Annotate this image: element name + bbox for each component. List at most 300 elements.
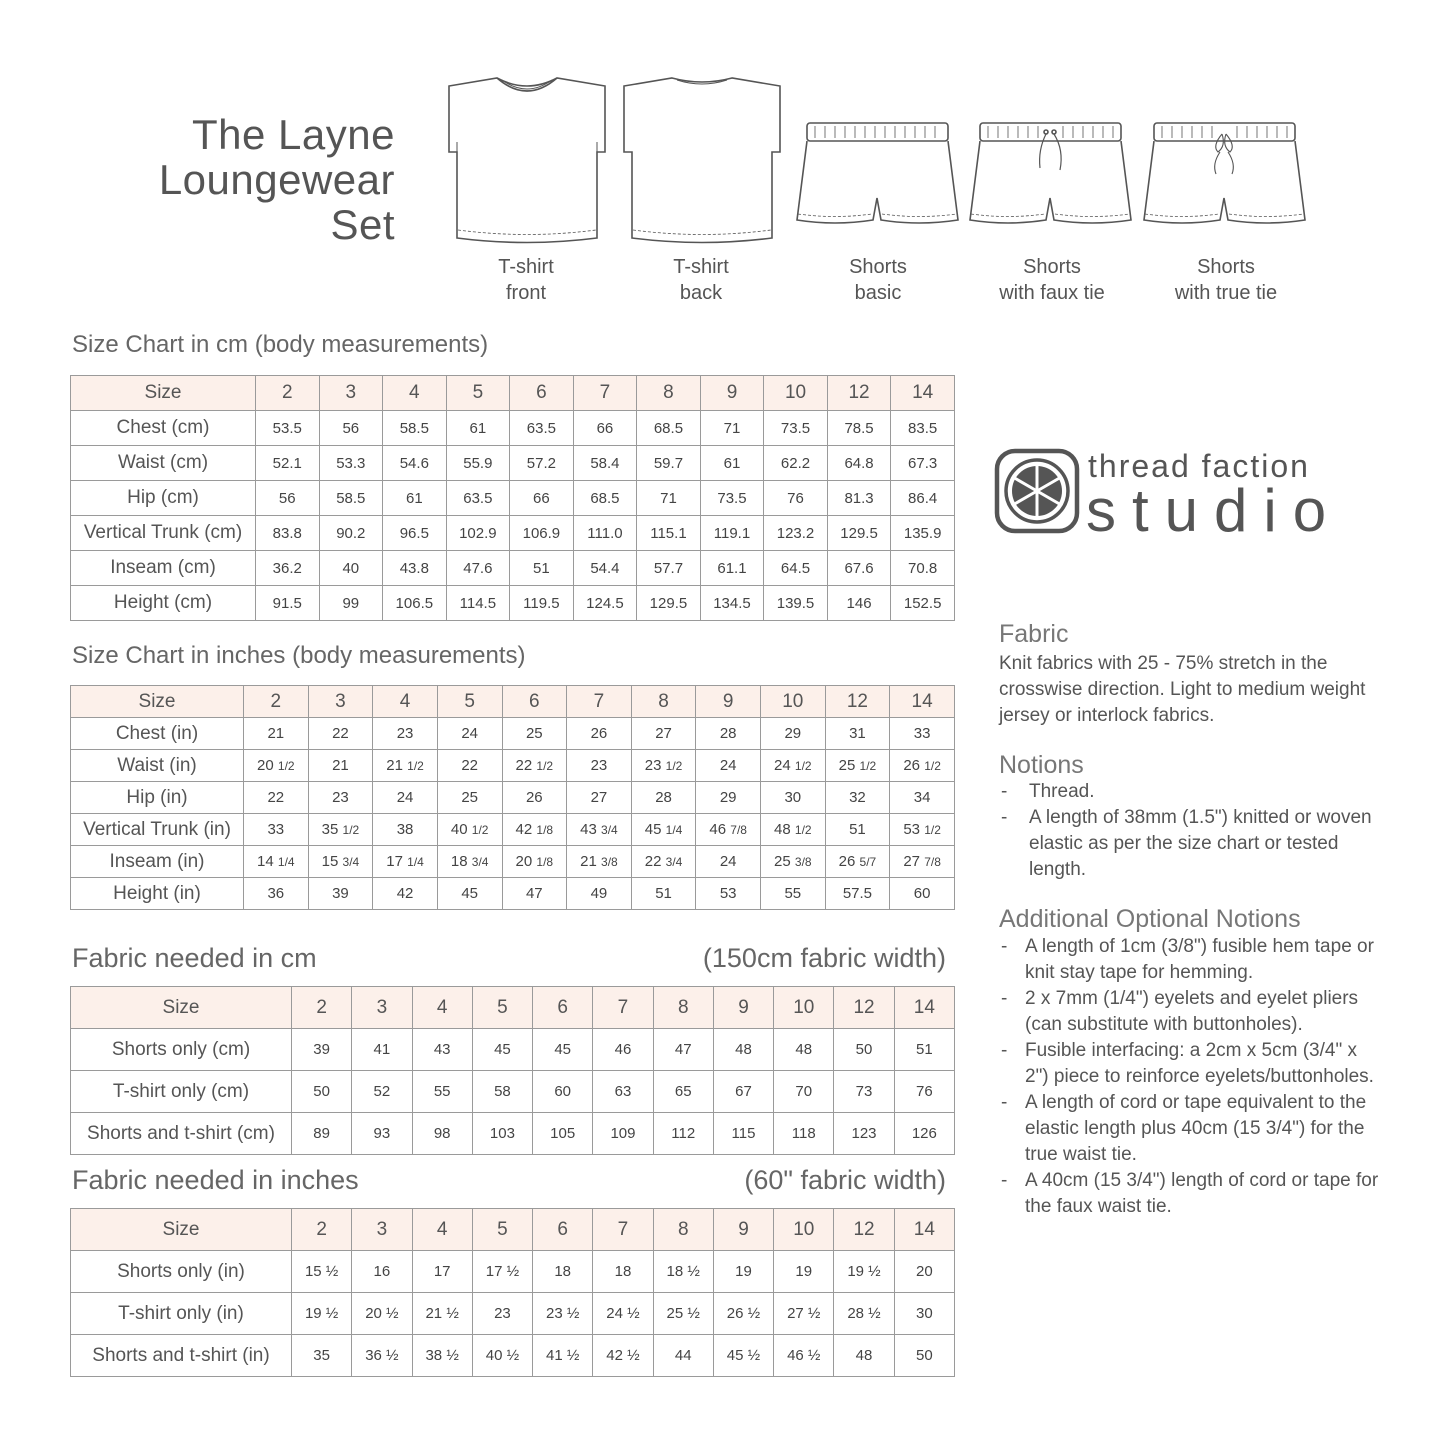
table-cell: 115 [713,1113,773,1155]
table-cell: 146 [827,586,891,621]
fraction-text: 7/8 [730,823,747,837]
table-cell: 73.5 [700,481,764,516]
table-cell: 20 ½ [352,1293,412,1335]
table-row [71,481,955,516]
table-cell: 124.5 [573,586,637,621]
table-row [71,1029,955,1071]
caption-tshirt-front [446,254,606,306]
table-cell: 26 5/7 [825,846,890,878]
table-cell: 68.5 [637,411,701,446]
table-cell: 24 [373,782,438,814]
table-cell: 55 [412,1071,472,1113]
table-cell: 134.5 [700,586,764,621]
row-label: Vertical Trunk (cm) [71,516,256,551]
table-cell: 103 [472,1113,532,1155]
table-cell: 41 ½ [533,1335,593,1377]
table-cell: 40 [319,551,383,586]
table-cell: 81.3 [827,481,891,516]
table-cell: 21 [244,718,309,750]
caption-line-1: Shorts [1197,256,1255,278]
fraction-text: 1/2 [342,823,360,837]
table-header-row [71,1209,955,1251]
table-cell: 64.8 [827,446,891,481]
table-cell: 48 1/2 [761,814,826,846]
table-cell: 47.6 [446,551,510,586]
table-cell: 38 [373,814,438,846]
table-row [71,1251,955,1293]
header-cell: 12 [834,987,894,1029]
table-cell: 42 1/8 [502,814,567,846]
table-cell: 119.5 [510,586,574,621]
fraction-text: 1/2 [407,759,424,773]
caption-line-2: back [679,282,723,304]
table-cell: 48 [713,1029,773,1071]
table-cell: 51 [825,814,890,846]
list-item: - Thread. [999,779,1379,805]
table-cell: 17 ½ [472,1251,532,1293]
table-cell: 41 [352,1029,412,1071]
table-cell: 51 [510,551,574,586]
table-cell: 47 [502,878,567,910]
table-cell: 70 [774,1071,834,1113]
table-cell: 45 1/4 [631,814,696,846]
table-cell: 71 [700,411,764,446]
table-cell: 70.8 [891,551,955,586]
table-cell: 50 [894,1335,954,1377]
table-cell: 32 [825,782,890,814]
table-cell: 50 [292,1071,352,1113]
fabric-in-table [70,1208,955,1377]
header-cell: 8 [631,686,696,718]
table-cell: 23 [567,750,632,782]
fabric-text: Knit fabrics with 25 - 75% stretch in the crosswise direction. Light to medium weight jersey or interlock fabrics. [999,653,1366,726]
caption-line-1: T-shirt [673,256,729,278]
table-cell: 20 1/2 [244,750,309,782]
table-cell: 35 [292,1335,352,1377]
table-cell: 60 [890,878,955,910]
table-cell: 47 [653,1029,713,1071]
header-cell: 7 [593,1209,653,1251]
table-cell: 27 7/8 [890,846,955,878]
header-cell: 5 [472,987,532,1029]
header-cell: 3 [352,987,412,1029]
table-cell: 58.5 [319,481,383,516]
table-cell: 45 [472,1029,532,1071]
table-cell: 28 ½ [834,1293,894,1335]
header-cell: 2 [256,376,320,411]
table-cell: 52 [352,1071,412,1113]
table-cell: 23 [472,1293,532,1335]
table-cell: 22 1/2 [502,750,567,782]
table-cell: 45 ½ [713,1335,773,1377]
table-cell: 49 [567,878,632,910]
table-cell: 45 [533,1029,593,1071]
table-cell: 106.9 [510,516,574,551]
table-cell: 16 [352,1251,412,1293]
table-cell: 57.2 [510,446,574,481]
optional-notions-heading: Additional Optional Notions [999,905,1301,933]
table-row [71,1071,955,1113]
table-cell: 15 ½ [292,1251,352,1293]
fraction-text: 5/7 [859,855,877,869]
table-cell: 129.5 [637,586,701,621]
table-row [71,782,955,814]
table-cell: 126 [894,1113,954,1155]
table-cell: 24 ½ [593,1293,653,1335]
table-cell: 90.2 [319,516,383,551]
brand-name-line-2: studio [1086,477,1343,544]
table-cell: 57.7 [637,551,701,586]
table-cell: 129.5 [827,516,891,551]
table-cell: 58 [472,1071,532,1113]
table-cell: 18 ½ [653,1251,713,1293]
table-cell: 118 [774,1113,834,1155]
fraction-text: 1/2 [794,759,812,773]
list-item: - A length of cord or tape equivalent to the elastic length plus 40cm (15 3/4") for the true waist tie. [999,1090,1379,1168]
table-cell: 23 [308,782,373,814]
fraction-text: 1/2 [471,823,489,837]
table-cell: 111.0 [573,516,637,551]
table-cell: 99 [319,586,383,621]
table-row [71,446,955,481]
table-cell: 23 1/2 [631,750,696,782]
table-cell: 61.1 [700,551,764,586]
notions-list [999,779,1379,883]
header-cell: 6 [510,376,574,411]
header-cell: 2 [292,987,352,1029]
table-cell: 102.9 [446,516,510,551]
table-cell: 26 [502,782,567,814]
caption-shorts-true-tie [1146,254,1306,306]
header-cell: 8 [653,987,713,1029]
table-cell: 93 [352,1113,412,1155]
table-cell: 59.7 [637,446,701,481]
fabric-heading: Fabric [999,620,1069,648]
table-row [71,516,955,551]
table-cell: 27 [631,718,696,750]
table-cell: 36.2 [256,551,320,586]
notions-heading: Notions [999,751,1084,779]
table-cell: 61 [446,411,510,446]
header-cell: Size [71,686,244,718]
table-cell: 34 [890,782,955,814]
header-cell: 8 [637,376,701,411]
table-cell: 28 [631,782,696,814]
row-label: Shorts and t-shirt (in) [71,1335,292,1377]
table-cell: 25 ½ [653,1293,713,1335]
shorts-faux-tie-icon [968,120,1133,235]
table-cell: 66 [510,481,574,516]
table-cell: 67.3 [891,446,955,481]
row-label: Shorts only (cm) [71,1029,292,1071]
table-cell: 39 [292,1029,352,1071]
fraction-text: 3/4 [665,855,683,869]
table-cell: 25 [502,718,567,750]
header-cell: 7 [593,987,653,1029]
row-label: Inseam (cm) [71,551,256,586]
table-row [71,411,955,446]
table-cell: 51 [631,878,696,910]
table-cell: 67.6 [827,551,891,586]
table-cell: 35 1/2 [308,814,373,846]
table-cell: 26 [567,718,632,750]
table-cell: 24 [437,718,502,750]
header-cell: 5 [446,376,510,411]
header-cell: 9 [713,987,773,1029]
table-cell: 40 ½ [472,1335,532,1377]
header-cell: 12 [834,1209,894,1251]
table-cell: 91.5 [256,586,320,621]
table-cell: 17 1/4 [373,846,438,878]
fraction-text: 1/4 [407,855,424,869]
table-cell: 40 1/2 [437,814,502,846]
pattern-title [159,112,395,247]
table-cell: 56 [319,411,383,446]
table-cell: 30 [761,782,826,814]
table-cell: 65 [653,1071,713,1113]
caption-shorts-faux-tie [972,254,1132,306]
row-label: T-shirt only (cm) [71,1071,292,1113]
table-cell: 98 [412,1113,472,1155]
caption-shorts-basic [798,254,958,306]
header-cell: 10 [774,1209,834,1251]
table-cell: 48 [834,1335,894,1377]
header-cell: 9 [700,376,764,411]
table-cell: 58.4 [573,446,637,481]
table-row [71,750,955,782]
table-cell: 18 [593,1251,653,1293]
fabric-cm-title: Fabric needed in cm [72,943,317,973]
table-cell: 21 ½ [412,1293,472,1335]
table-cell: 29 [696,782,761,814]
table-cell: 31 [825,718,890,750]
table-cell: 19 [774,1251,834,1293]
table-header-row [71,987,955,1029]
table-row [71,846,955,878]
table-cell: 46 ½ [774,1335,834,1377]
row-label: Height (cm) [71,586,256,621]
row-label: Waist (cm) [71,446,256,481]
table-cell: 139.5 [764,586,828,621]
table-cell: 22 [308,718,373,750]
header-cell: 4 [412,1209,472,1251]
table-cell: 44 [653,1335,713,1377]
table-cell: 33 [244,814,309,846]
tshirt-front-icon [445,72,610,247]
table-row [71,878,955,910]
table-cell: 86.4 [891,481,955,516]
header-cell: Size [71,1209,292,1251]
header-cell: 4 [383,376,447,411]
row-label: Chest (in) [71,718,244,750]
table-cell: 63.5 [510,411,574,446]
table-cell: 17 [412,1251,472,1293]
row-label: Waist (in) [71,750,244,782]
header-cell: 7 [567,686,632,718]
caption-line-2: with true tie [1174,282,1278,304]
fraction-text: 1/8 [536,823,554,837]
fraction-text: 1/2 [924,759,941,773]
header-cell: 10 [761,686,826,718]
caption-line-1: Shorts [849,256,907,278]
header-cell: 2 [244,686,309,718]
row-label: Shorts only (in) [71,1251,292,1293]
table-cell: 115.1 [637,516,701,551]
list-item: - A length of 38mm (1.5") knitted or woven elastic as per the size chart or tested length. [999,805,1379,883]
table-cell: 53 [696,878,761,910]
header-cell: 3 [308,686,373,718]
title-line-2: Loungewear [158,156,395,203]
table-cell: 54.6 [383,446,447,481]
table-cell: 25 1/2 [825,750,890,782]
header-cell: 6 [502,686,567,718]
fraction-text: 7/8 [924,855,941,869]
table-header-row [71,376,955,411]
table-cell: 55.9 [446,446,510,481]
table-cell: 27 [567,782,632,814]
table-cell: 58.5 [383,411,447,446]
table-cell: 123 [834,1113,894,1155]
header-cell: 8 [653,1209,713,1251]
table-cell: 76 [764,481,828,516]
fraction-text: 1/2 [665,759,683,773]
table-cell: 25 [437,782,502,814]
table-cell: 46 [593,1029,653,1071]
fabric-in-title: Fabric needed in inches [72,1165,359,1195]
table-cell: 20 [894,1251,954,1293]
fraction-text: 1/8 [536,855,554,869]
table-cell: 53.5 [256,411,320,446]
table-cell: 61 [383,481,447,516]
table-cell: 24 [696,846,761,878]
row-label: T-shirt only (in) [71,1293,292,1335]
table-cell: 45 [437,878,502,910]
fabric-cm-width-note: (150cm fabric width) [702,943,946,973]
size-chart-cm-table [70,375,955,621]
fraction-text: 1/2 [277,759,295,773]
table-cell: 73.5 [764,411,828,446]
table-cell: 53 1/2 [890,814,955,846]
table-cell: 22 [437,750,502,782]
table-cell: 43 [412,1029,472,1071]
row-label: Hip (in) [71,782,244,814]
title-line-3: Set [330,201,395,248]
header-cell: 6 [533,987,593,1029]
table-cell: 15 3/4 [308,846,373,878]
table-row [71,551,955,586]
table-cell: 66 [573,411,637,446]
table-cell: 27 ½ [774,1293,834,1335]
brand-name-line-1: thread faction [1088,448,1310,484]
table-cell: 21 3/8 [567,846,632,878]
table-cell: 19 ½ [292,1293,352,1335]
table-cell: 38 ½ [412,1335,472,1377]
shorts-basic-icon [795,120,960,235]
table-cell: 112 [653,1113,713,1155]
list-item: - A length of 1cm (3/8") fusible hem tape or knit stay tape for hemming. [999,934,1379,986]
table-cell: 43 3/4 [567,814,632,846]
header-cell: 3 [319,376,383,411]
table-cell: 24 [696,750,761,782]
list-item: - Fusible interfacing: a 2cm x 5cm (3/4" x 2") piece to reinforce eyelets/buttonholes. [999,1038,1379,1090]
table-cell: 109 [593,1113,653,1155]
header-cell: 14 [894,1209,954,1251]
table-cell: 106.5 [383,586,447,621]
table-cell: 114.5 [446,586,510,621]
fraction-text: 1/2 [859,759,877,773]
header-cell: 14 [894,987,954,1029]
table-row [71,1293,955,1335]
list-item: - A 40cm (15 3/4") length of cord or tape for the faux waist tie. [999,1168,1379,1220]
table-cell: 19 [713,1251,773,1293]
table-cell: 25 3/8 [761,846,826,878]
table-cell: 22 [244,782,309,814]
table-row [71,718,955,750]
table-cell: 43.8 [383,551,447,586]
row-label: Shorts and t-shirt (cm) [71,1113,292,1155]
table-cell: 18 3/4 [437,846,502,878]
table-row [71,1335,955,1377]
row-label: Vertical Trunk (in) [71,814,244,846]
caption-line-2: basic [854,282,902,304]
size-chart-in-table [70,685,955,910]
table-cell: 14 1/4 [244,846,309,878]
header-cell: 10 [764,376,828,411]
table-cell: 67 [713,1071,773,1113]
table-cell: 54.4 [573,551,637,586]
table-cell: 23 [373,718,438,750]
caption-line-1: T-shirt [498,256,554,278]
row-label: Chest (cm) [71,411,256,446]
table-cell: 56 [256,481,320,516]
table-row [71,814,955,846]
table-cell: 135.9 [891,516,955,551]
header-cell: 5 [437,686,502,718]
header-cell: 7 [573,376,637,411]
header-cell: 14 [891,376,955,411]
table-cell: 96.5 [383,516,447,551]
table-cell: 36 [244,878,309,910]
header-cell: 4 [412,987,472,1029]
table-row [71,1113,955,1155]
size-chart-cm-title: Size Chart in cm (body measurements) [72,331,489,358]
table-cell: 123.2 [764,516,828,551]
table-cell: 22 3/4 [631,846,696,878]
table-cell: 19 ½ [834,1251,894,1293]
table-cell: 63 [593,1071,653,1113]
table-cell: 39 [308,878,373,910]
table-header-row [71,686,955,718]
table-cell: 83.8 [256,516,320,551]
header-cell: 14 [890,686,955,718]
table-cell: 26 ½ [713,1293,773,1335]
table-cell: 18 [533,1251,593,1293]
table-cell: 30 [894,1293,954,1335]
table-cell: 68.5 [573,481,637,516]
fraction-text: 3/4 [471,855,489,869]
fabric-in-width-note: (60" fabric width) [744,1165,946,1195]
table-cell: 21 1/2 [373,750,438,782]
table-cell: 83.5 [891,411,955,446]
table-cell: 62.2 [764,446,828,481]
header-cell: 2 [292,1209,352,1251]
table-cell: 29 [761,718,826,750]
table-cell: 21 [308,750,373,782]
size-chart-in-title: Size Chart in inches (body measurements) [72,642,526,669]
fraction-text: 1/4 [665,823,683,837]
fraction-text: 3/4 [601,823,618,837]
caption-line-2: front [505,282,547,304]
